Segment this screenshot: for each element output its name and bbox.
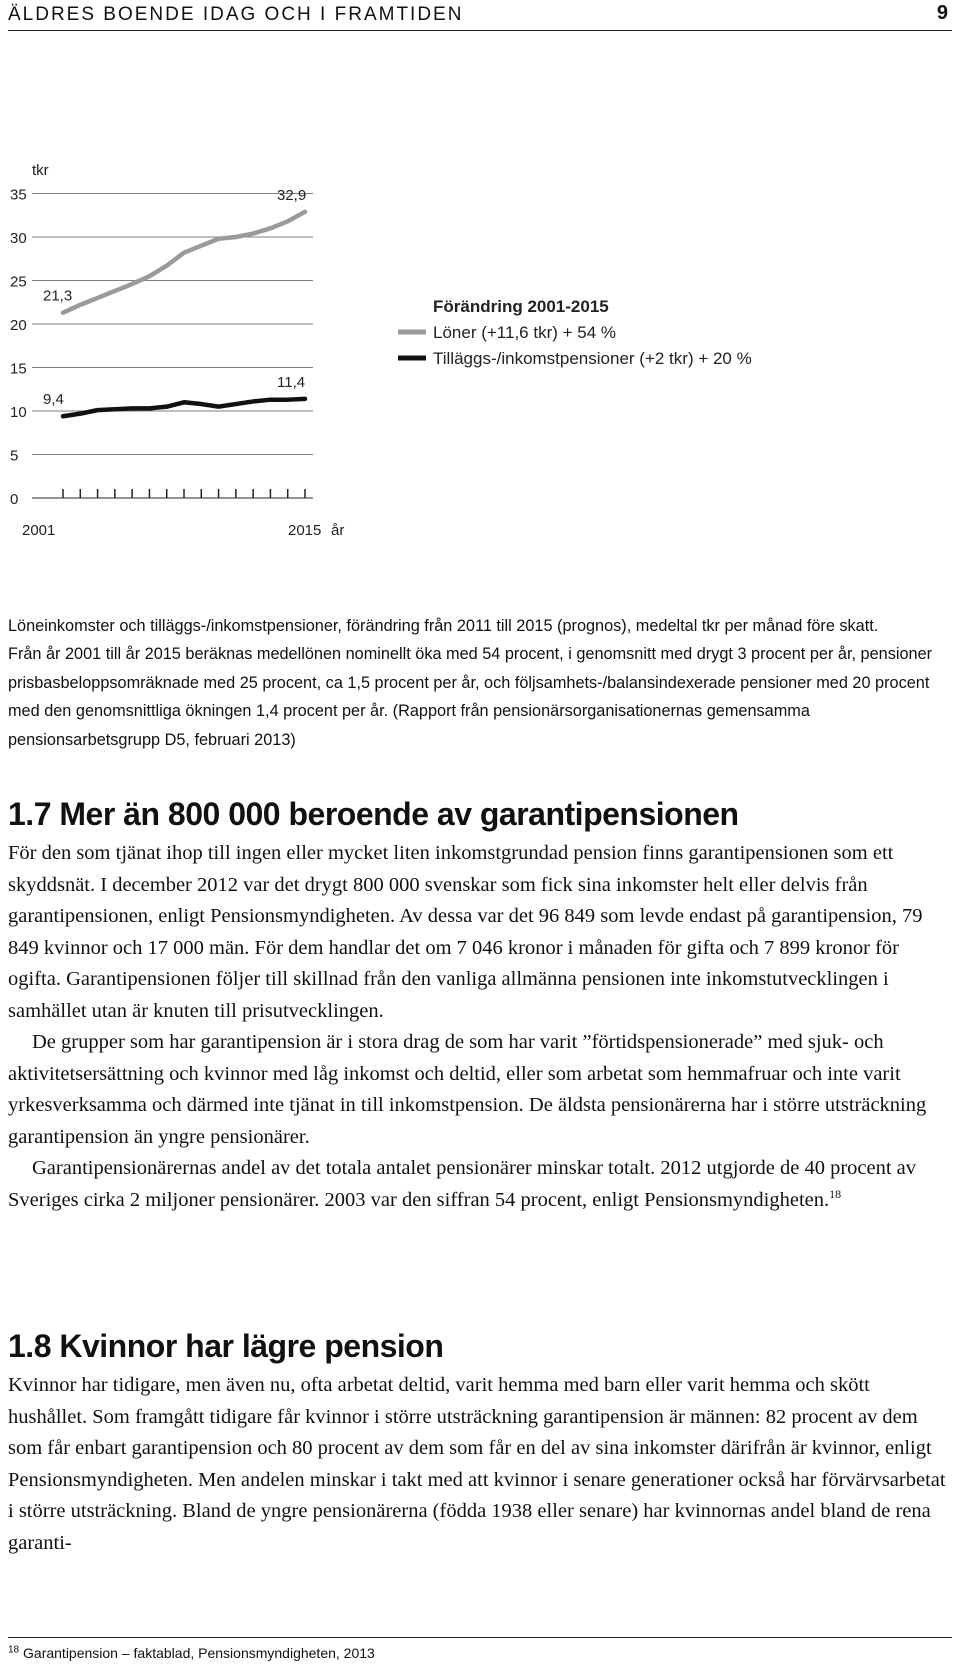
data-labels bbox=[43, 187, 306, 408]
paragraph-with-footnote bbox=[8, 1153, 952, 1216]
chart-grid bbox=[32, 194, 313, 499]
section-body-1-7 bbox=[8, 838, 952, 1216]
y-axis-label: tkr bbox=[32, 162, 49, 179]
chart-series bbox=[63, 212, 305, 416]
section-body-1-8 bbox=[8, 1370, 952, 1559]
y-tick-label: 25 bbox=[10, 273, 27, 291]
paragraph: Kvinnor har tidigare, men även nu, ofta arbetat deltid, varit hemma med barn eller varit hemma och skött hushållet. Som framgått tidigare får kvinnor i större utsträckning garantipension är männen: 82 procent av dem som får enbart garantipension och 80 procent av dem som får en del av sina inkomster därifrån är kvinnor, enligt Pensionsmyndigheten. Men andelen minskar i takt med att kvinnor i senare generationer också har förvärvsarbetat i större utsträckning. Bland de yngre pensionärerna (födda 1938 eller senare) har kvinnornas andel bland de rena garanti- bbox=[8, 1374, 946, 1554]
paragraph: För den som tjänat ihop till ingen eller mycket liten inkomstgrundad pension finns garantipensionen som ett skyddsnät. I december 2012 var det drygt 800 000 svenskar som fick sina inkomster helt eller delvis från garantipensionen, enligt Pensionsmyndigheten. Av dessa var det 96 849 som levde endast på garantipension, 79 849 kvinnor och 17 000 män. För dem handlar det om 7 046 kronor i månaden för gifta och 7 899 kronor för ogifta. Garantipensionen följer till skillnad från den vanliga allmänna pensionen inte inkomstutvecklingen i samhället utan är knuten till prisutvecklingen. bbox=[8, 842, 923, 1022]
footnote-number: 18 bbox=[8, 1644, 20, 1656]
series-line-wages bbox=[63, 212, 305, 313]
legend-item-wages: Löner (+11,6 tkr) + 54 % bbox=[433, 323, 617, 342]
footnote-text: Garantipension – faktablad, Pensionsmyndigheten, 2013 bbox=[23, 1645, 375, 1661]
footnote-ref[interactable]: 18 bbox=[829, 1186, 842, 1201]
figure-caption bbox=[8, 612, 952, 754]
section-heading-1-8: 1.8 Kvinnor har lägre pension bbox=[8, 1328, 444, 1364]
y-tick-label: 15 bbox=[10, 360, 27, 378]
y-tick-label: 0 bbox=[10, 491, 19, 508]
page-number: 9 bbox=[936, 2, 948, 24]
footnote bbox=[8, 1645, 375, 1661]
legend-item-pensions: Tilläggs-/inkomstpensioner (+2 tkr) + 20 % bbox=[433, 349, 752, 368]
series-line-pensions bbox=[63, 399, 305, 416]
y-tick-labels bbox=[10, 187, 27, 509]
paragraph: De grupper som har garantipension är i stora drag de som har varit ”förtidspensionerade” med sjuk- och aktivitetsersättning och kvinnor med låg inkomst och deltid, eller som arbetat som hemmafruar och inte varit yrkesverksamma och därmed inte tjänat in till inkomstpension. De äldsta pensionärerna har i större utsträckning garantipension än yngre pensionärer. bbox=[8, 1031, 927, 1148]
legend-title: Förändring 2001-2015 bbox=[433, 297, 609, 316]
section-heading-1-7: 1.7 Mer än 800 000 beroende av garantipensionen bbox=[8, 796, 739, 832]
line-chart bbox=[0, 160, 960, 560]
x-tick-label-start: 2001 bbox=[22, 522, 56, 539]
y-tick-label: 5 bbox=[10, 447, 19, 465]
x-tick-label-end: 2015 bbox=[288, 522, 322, 539]
y-tick-label: 30 bbox=[10, 230, 27, 247]
y-tick-label: 35 bbox=[10, 186, 27, 204]
caption-title: Löneinkomster och tilläggs-/inkomstpensioner, förändring från 2011 till 2015 (prognos), medeltal tkr per månad före skatt. bbox=[8, 617, 879, 635]
x-tick-marks bbox=[63, 489, 305, 498]
footnote-divider bbox=[8, 1637, 952, 1638]
paragraph-text: Garantipensionärernas andel av det totala antalet pensionärer minskar totalt. 2012 utgjorde de 40 procent av Sveriges cirka 2 miljoner pensionärer. 2003 var den siffran 54 procent, enligt Pensionsmyndigheten. bbox=[8, 1157, 917, 1211]
caption-body: Från år 2001 till år 2015 beräknas medellönen nominellt öka med 54 procent, i genomsnitt med drygt 3 procent per år, pensioner prisbasbeloppsomräknade med 25 procent, ca 1,5 procent per år, och följsamhets-/balansindexerade pensioner med 20 procent med den genomsnittliga ökningen 1,4 procent per år. (Rapport från pensionärsorganisationernas gemensamma pensionsarbetsgrupp D5, februari 2013) bbox=[8, 645, 933, 749]
y-tick-label: 10 bbox=[10, 404, 27, 421]
data-label-start: 9,4 bbox=[43, 391, 64, 409]
data-label-end: 32,9 bbox=[277, 186, 307, 204]
y-tick-label: 20 bbox=[10, 317, 27, 334]
data-label-start: 21,3 bbox=[43, 287, 73, 305]
page-header bbox=[8, 0, 952, 31]
x-axis-label: år bbox=[331, 522, 345, 539]
running-title: ÄLDRES BOENDE IDAG OCH I FRAMTIDEN bbox=[8, 4, 464, 25]
data-label-end: 11,4 bbox=[277, 373, 306, 391]
